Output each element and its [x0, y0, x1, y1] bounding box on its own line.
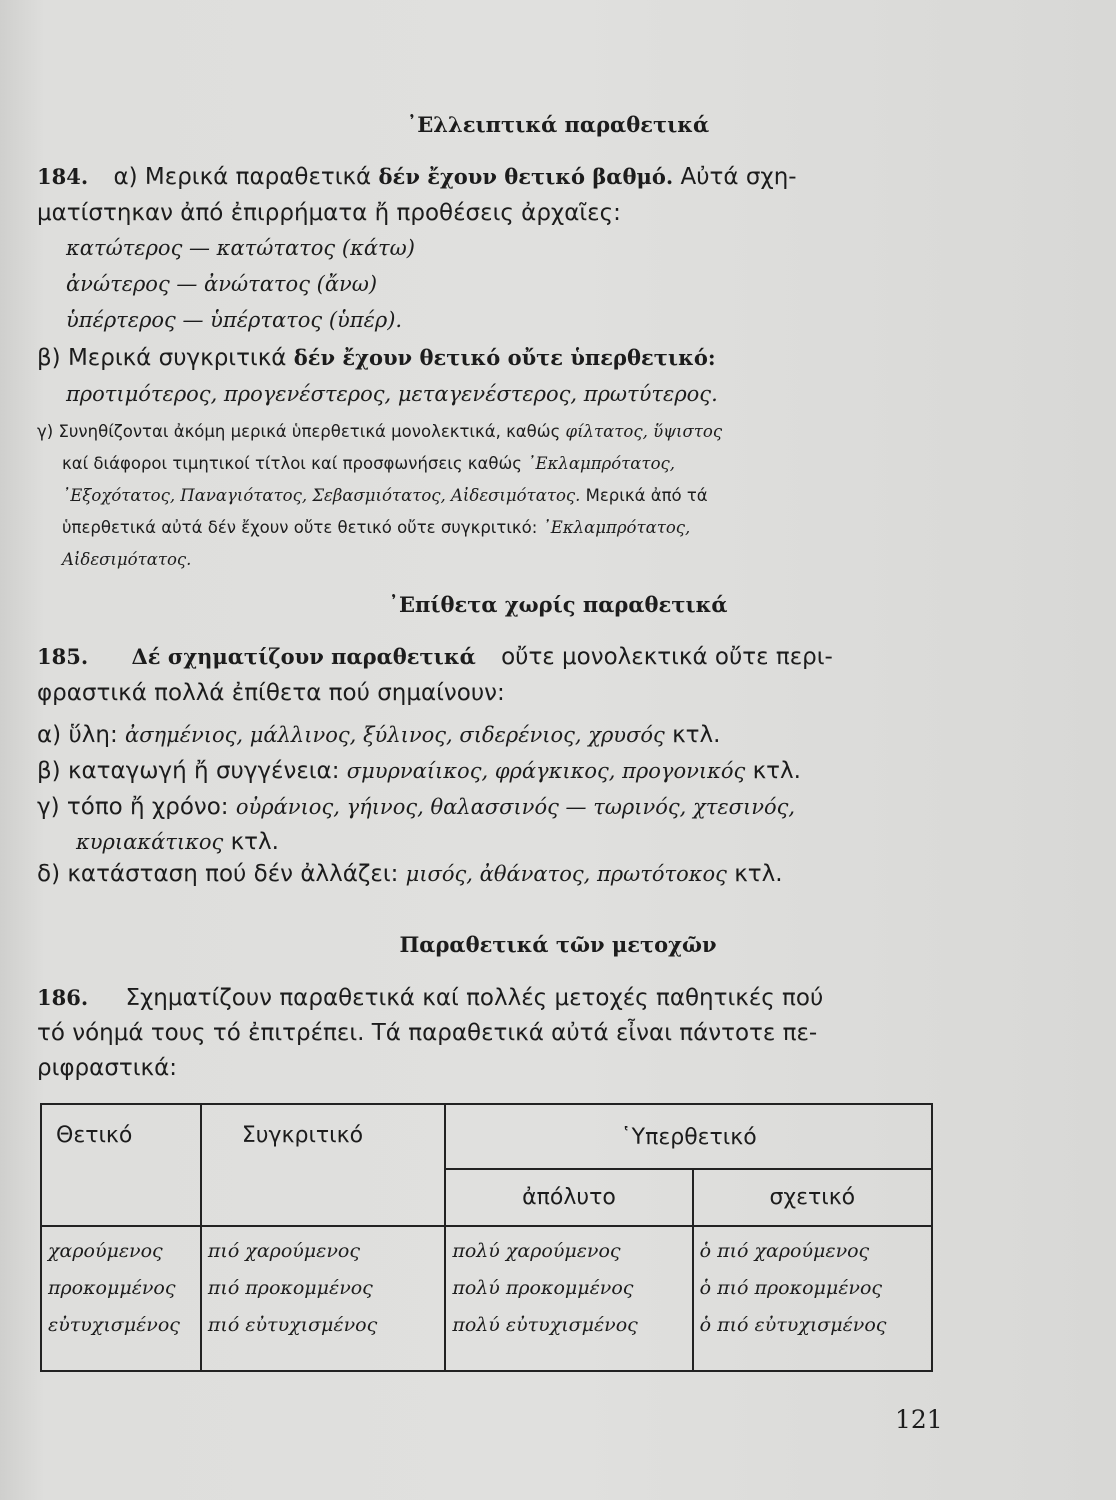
- paragraph-186-line2: τό νόημά τους τό ἐπιτρέπει. Τά παραθετικά αὐτά εἶναι πάντοτε πε-: [37, 1020, 818, 1046]
- text: κτλ.: [672, 722, 721, 748]
- section-heading-elliptical: ᾿Ελλειπτικά παραθετικά: [406, 112, 710, 137]
- paragraph-184-g-line4: [62, 518, 690, 537]
- section-heading-participles: Παραθετικά τῶν μετοχῶν: [399, 932, 717, 957]
- text: α) Μερικά παραθετικά: [113, 164, 372, 190]
- cell-line: πιό προκομμένος: [207, 1277, 373, 1299]
- text: κτλ.: [752, 758, 801, 784]
- cell-line: ὁ πιό εὐτυχισμένος: [699, 1314, 887, 1336]
- example-line: προτιμότερος, προγενέστερος, μεταγενέστερος, πρωτύτερος.: [66, 382, 718, 406]
- cell-line: ὁ πιό χαρούμενος: [699, 1240, 870, 1262]
- table-cell-positive: [41, 1226, 201, 1371]
- paragraph-184-g-line1: [37, 422, 722, 441]
- bold-text: δέν ἔχουν θετικό βαθμό.: [378, 164, 674, 189]
- italic-text: οὐράνιος, γήινος, θαλασσινός — τωρινός, χτεσινός,: [235, 795, 796, 819]
- italic-text: ᾿Εκλαμπρότατος,: [542, 518, 691, 537]
- paragraph-number: 186.: [37, 985, 89, 1010]
- paragraph-184-g-line3: [62, 486, 708, 505]
- table-header-positive: Θετικό: [41, 1104, 201, 1226]
- list-item-b: [37, 758, 801, 784]
- italic-text: φίλτατος, ὕψιστος: [565, 422, 723, 441]
- text: β) Μερικά συγκριτικά: [37, 345, 287, 371]
- italic-text: ᾿Εκλαμπρότατος,: [527, 454, 675, 473]
- example-line: ὑπέρτερος — ὑπέρτατος (ὑπέρ).: [66, 308, 403, 332]
- cell-line: πολύ προκομμένος: [452, 1277, 634, 1299]
- bold-text: Δέ σχηματίζουν παραθετικά: [131, 644, 476, 669]
- list-item-a: [37, 722, 720, 748]
- table-header-superlative: ῾Υπερθετικό: [445, 1104, 932, 1169]
- text: α) ὕλη:: [37, 722, 118, 748]
- cell-line: χαρούμενος: [48, 1240, 163, 1262]
- cell-line: πολύ εὐτυχισμένος: [452, 1314, 638, 1336]
- paragraph-184-b: [37, 345, 716, 371]
- text: καί διάφοροι τιμητικοί τίτλοι καί προσφωνήσεις καθώς: [62, 454, 522, 473]
- italic-text: μισός, ἀθάνατος, πρωτότοκος: [405, 862, 727, 886]
- text: Σχηματίζουν παραθετικά καί πολλές μετοχές παθητικές πού: [125, 985, 824, 1011]
- paragraph-185-line2: φραστικά πολλά ἐπίθετα πού σημαίνουν:: [37, 680, 505, 706]
- participle-comparison-table: [40, 1103, 933, 1372]
- paragraph-184-line1: [37, 164, 797, 190]
- paragraph-number: 184.: [37, 164, 89, 189]
- example-line: ἀνώτερος — ἀνώτατος (ἄνω): [66, 272, 378, 296]
- paragraph-184-line2: ματίστηκαν ἀπό ἐπιρρήματα ἤ προθέσεις ἀρχαῖες:: [37, 200, 621, 226]
- italic-text: ἀσημένιος, μάλλινος, ξύλινος, σιδερένιος, χρυσός: [125, 723, 665, 747]
- cell-line: πιό χαρούμενος: [207, 1240, 360, 1262]
- italic-text: ᾿Εξοχότατος, Παναγιότατος, Σεβασμιότατος, Αἰδεσιμότατος.: [62, 486, 581, 505]
- text: δ) κατάσταση πού δέν ἀλλάζει:: [37, 861, 399, 887]
- table-subheader-absolute: ἀπόλυτο: [445, 1169, 692, 1226]
- list-item-c: [37, 794, 795, 820]
- cell-line: εὐτυχισμένος: [48, 1314, 180, 1336]
- paragraph-184-g-line5: Αἰδεσιμότατος.: [62, 550, 192, 569]
- text: Μερικά ἀπό τά: [585, 486, 708, 505]
- text: ὑπερθετικά αὐτά δέν ἔχουν οὔτε θετικό οὔτε συγκριτικό:: [62, 518, 538, 537]
- paragraph-186-line1: [37, 985, 823, 1011]
- text: κτλ.: [734, 861, 783, 887]
- paragraph-number: 185.: [37, 644, 89, 669]
- text: γ) τόπο ἤ χρόνο:: [37, 794, 229, 820]
- list-item-d: [37, 861, 783, 887]
- text: οὔτε μονολεκτικά οὔτε περι-: [501, 644, 833, 670]
- italic-text: σμυρναίικος, φράγκικος, προγονικός: [346, 759, 746, 783]
- text: κτλ.: [230, 829, 279, 855]
- paragraph-185-line1: [37, 644, 833, 670]
- paragraph-184-g-line2: [62, 454, 675, 473]
- table-cell-absolute: [445, 1226, 692, 1371]
- table-subheader-relative: σχετικό: [693, 1169, 932, 1226]
- cell-line: πιό εὐτυχισμένος: [207, 1314, 378, 1336]
- cell-line: προκομμένος: [48, 1277, 176, 1299]
- cell-line: πολύ χαρούμενος: [452, 1240, 621, 1262]
- page-number: 121: [895, 1405, 943, 1434]
- bold-text: δέν ἔχουν θετικό οὔτε ὑπερθετικό:: [293, 345, 716, 370]
- section-heading-no-comparatives: ᾿Επίθετα χωρίς παραθετικά: [388, 592, 728, 617]
- paragraph-186-line3: ριφραστικά:: [37, 1055, 177, 1081]
- italic-text: κυριακάτικος: [76, 830, 224, 854]
- table-header-comparative: Συγκριτικό: [201, 1104, 445, 1226]
- text: γ) Συνηθίζονται ἀκόμη μερικά ὑπερθετικά μονολεκτικά, καθώς: [37, 422, 561, 441]
- table-cell-relative: [693, 1226, 932, 1371]
- list-item-c-cont: [76, 829, 279, 855]
- cell-line: ὁ πιό προκομμένος: [699, 1277, 883, 1299]
- text: β) καταγωγή ἤ συγγένεια:: [37, 758, 340, 784]
- text: Αὐτά σχη-: [680, 164, 797, 190]
- example-line: κατώτερος — κατώτατος (κάτω): [66, 236, 415, 260]
- table-cell-comparative: [201, 1226, 445, 1371]
